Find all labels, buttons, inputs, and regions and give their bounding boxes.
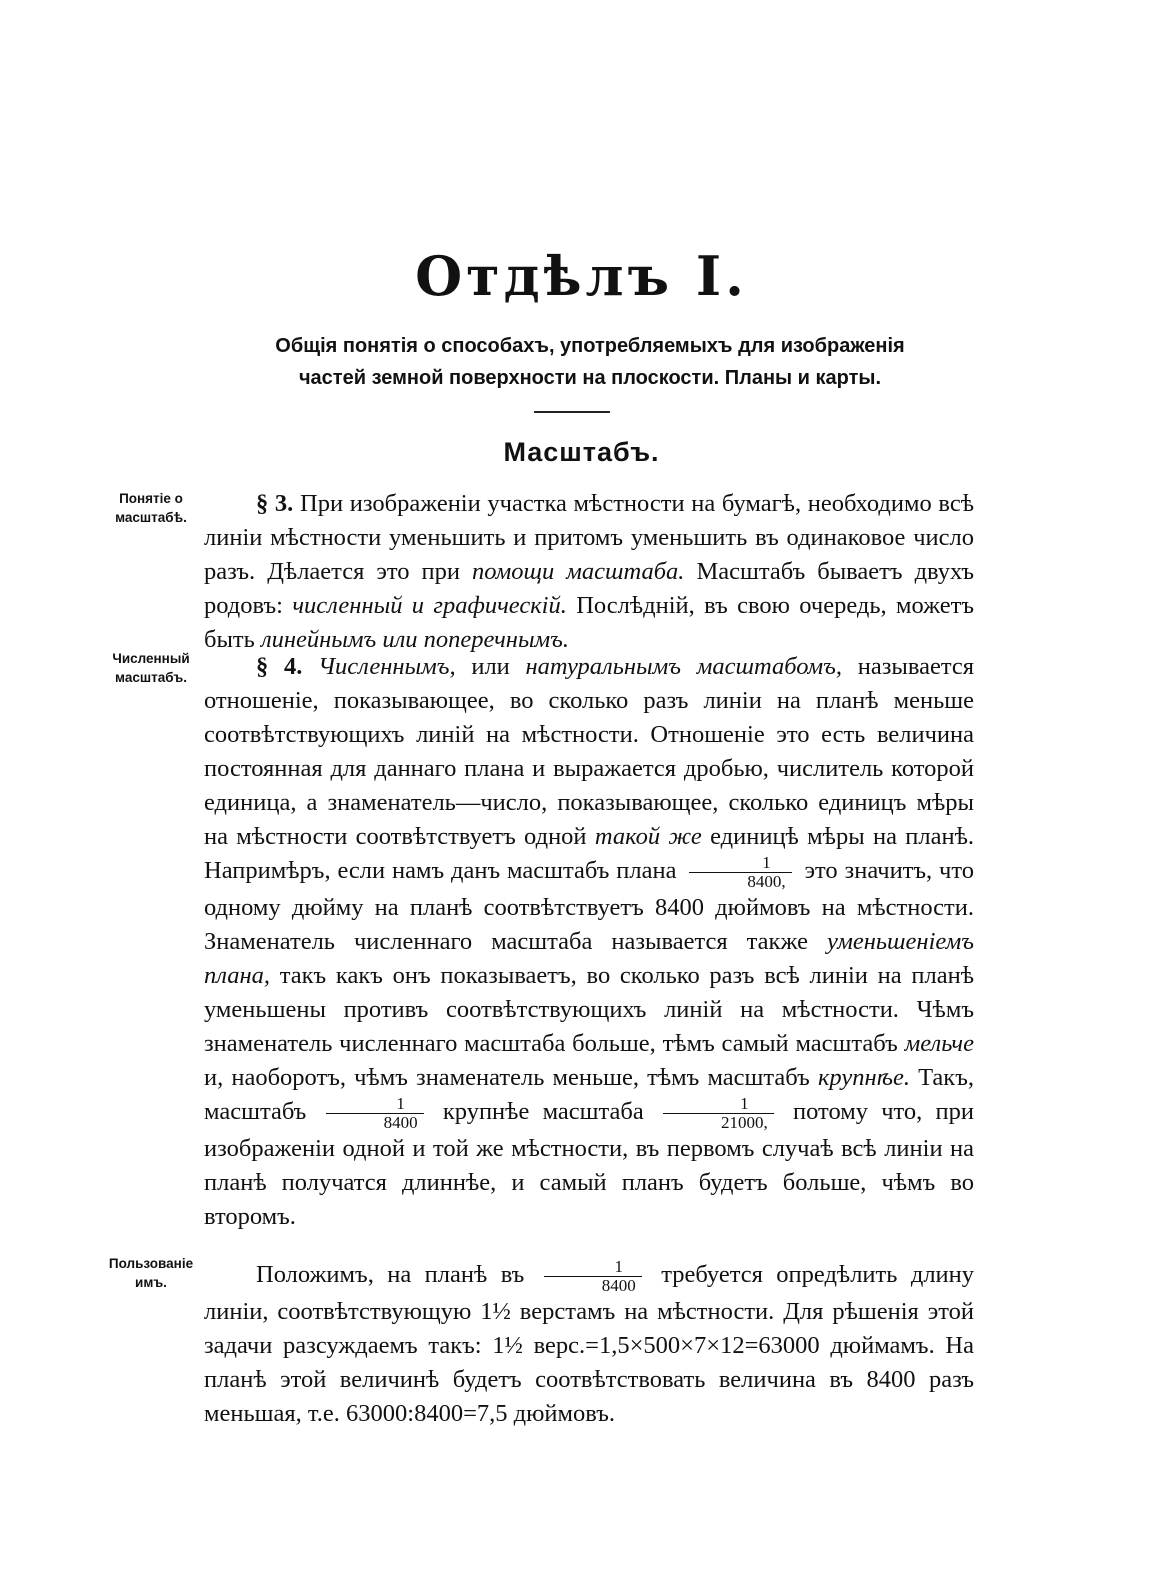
italic-term: мельче — [904, 1030, 974, 1057]
subtitle-line-2: частей земной поверхности на плоскости. Планы и карты. — [298, 367, 882, 389]
section-title: Масштабъ. — [503, 437, 660, 467]
italic-term: натуральнымъ масштабомъ, — [525, 653, 842, 680]
text-run: потому что, при изображеніи одной и той же мѣстности, въ первомъ случаѣ всѣ линіи на планѣ получатся длиннѣе, и самый планъ будетъ больше, чѣмъ во второмъ. — [204, 1098, 975, 1230]
italic-term: Численнымъ, — [318, 653, 456, 680]
fraction-numerator: 1 — [762, 853, 771, 872]
fraction-denominator: 8400 — [326, 1113, 424, 1132]
chapter-subtitle — [180, 330, 1000, 394]
fraction-numerator: 1 — [740, 1094, 749, 1113]
paragraph-3 — [204, 487, 974, 657]
text-run: или — [471, 653, 510, 680]
fraction — [326, 1095, 424, 1132]
section-number: § 3. — [256, 490, 294, 517]
text-run: это значитъ, что одному дюйму на планѣ соотвѣтствуетъ 8400 дюймовъ на мѣстности. Знаменатель численнаго масштаба называется также — [204, 857, 975, 955]
text-run: При изображеніи участка мѣстности на бумагѣ, необходимо всѣ линіи мѣстности уменьшить и притомъ уменьшить въ одинаковое число разъ. Дѣлается это при — [204, 490, 975, 585]
italic-term: помощи масштаба. — [472, 558, 685, 585]
text-run: и, наоборотъ, чѣмъ знаменатель меньше, тѣмъ масштабъ — [204, 1064, 810, 1091]
italic-term: уменьшеніемъ плана, — [204, 928, 974, 989]
text-run: единицѣ мѣры на планѣ. Напримѣръ, если намъ данъ масштабъ плана — [204, 823, 975, 885]
fraction — [544, 1258, 642, 1295]
italic-term: такой же — [594, 823, 702, 850]
text-run: Масштабъ бываетъ двухъ родовъ: — [204, 558, 974, 619]
section-number: § 4. — [256, 653, 303, 680]
text-run: называется отношеніе, показывающее, во сколько разъ линіи на планѣ меньше соотвѣтствующихъ линій на мѣстности. Отношеніе это есть величина постоянная для даннаго плана и выражается дробью, числитель которой единица, а знаменатель—число, показывающее, сколько единицъ мѣры на мѣстности соотвѣтствуетъ одной — [204, 653, 974, 850]
fraction — [663, 1095, 774, 1132]
text-run: крупнѣе масштаба — [442, 1098, 644, 1126]
text-run: Такъ, масштабъ — [204, 1064, 975, 1126]
text-run: Послѣдній, въ свою очередь, можетъ быть — [204, 592, 975, 653]
fraction-numerator: 1 — [614, 1257, 624, 1276]
fraction-denominator: 21000, — [663, 1113, 774, 1132]
margin-note-usage — [96, 1254, 206, 1292]
text-run: требуется опредѣлить длину линіи, соотвѣтствующую 1½ верстамъ на мѣстности. Для рѣшенія этой задачи разсуждаемъ такъ: 1½ верс.=1,5×500×7×12=63000 дюймамъ. На планѣ этой величинѣ будетъ соотвѣтствовать величина въ 8400 разъ меньшая, т.е. 63000:8400=7,5 дюймовъ. — [204, 1261, 975, 1427]
fraction-denominator: 8400 — [544, 1276, 642, 1295]
margin-note-line: масштабѣ. — [115, 510, 187, 525]
margin-note-numeric — [96, 649, 206, 687]
paragraph-usage — [204, 1258, 974, 1431]
margin-note-concept — [96, 489, 206, 527]
margin-note-line: Численный — [112, 651, 190, 666]
margin-note-line: масштабъ. — [115, 670, 187, 685]
italic-term: численный и графическій. — [292, 592, 567, 619]
text-run: такъ какъ онъ показываетъ, во сколько разъ всѣ линіи на планѣ уменьшены противъ соотвѣтствующихъ линій на мѣстности. Чѣмъ знаменатель численнаго масштаба больше, тѣмъ самый масштабъ — [204, 962, 974, 1057]
subtitle-line-1: Общія понятія о способахъ, употребляемыхъ для изображенія — [275, 335, 905, 357]
margin-note-line: имъ. — [135, 1275, 167, 1290]
paragraph-4 — [204, 650, 974, 1234]
margin-note-line: Пользованіе — [108, 1256, 194, 1271]
text-run: Положимъ, на планѣ въ — [256, 1261, 525, 1289]
margin-note-line: Понятіе о — [119, 491, 183, 506]
chapter-title: Отдѣлъ I. — [415, 244, 748, 308]
fraction-numerator: 1 — [396, 1094, 405, 1113]
divider-rule — [534, 411, 610, 413]
fraction-denominator: 8400, — [689, 872, 791, 891]
fraction — [689, 854, 791, 891]
italic-term: крупнѣе. — [817, 1064, 910, 1091]
italic-term: линейнымъ или поперечнымъ. — [260, 626, 570, 653]
